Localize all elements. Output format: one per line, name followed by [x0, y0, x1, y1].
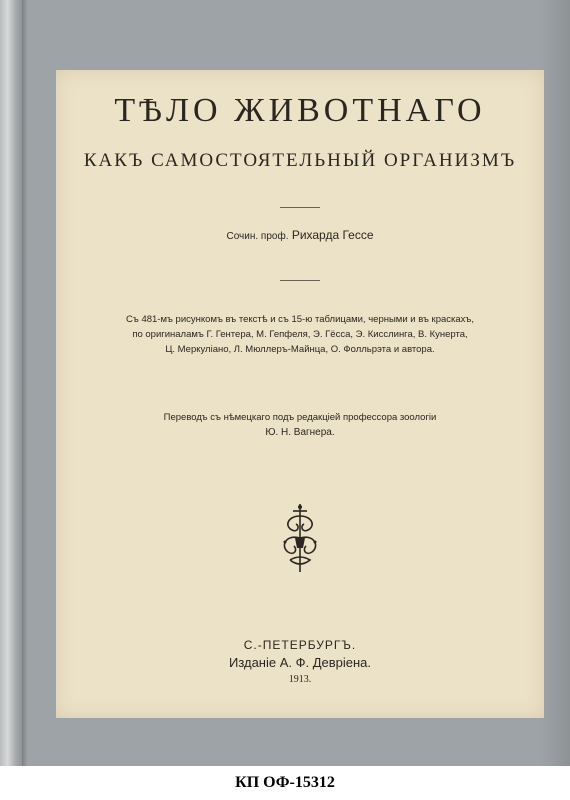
description-line: Ц. Меркуліано, Л. Мюллеръ-Майнца, О. Фолльрэта и автора.: [165, 344, 435, 355]
author-name: Рихарда Гессе: [291, 228, 374, 242]
cover-edge: [540, 0, 570, 766]
divider-rule: [280, 280, 320, 281]
divider-rule: [280, 207, 320, 208]
publication-city: С.-ПЕТЕРБУРГЪ.: [243, 638, 357, 652]
book-subtitle: КАКЪ САМОСТОЯТЕЛЬНЫЙ ОРГАНИЗМЪ: [83, 150, 517, 171]
translation-credit: [56, 410, 544, 440]
publisher-emblem-icon: [276, 502, 324, 574]
description-line: по оригиналамъ Г. Гентера, М. Гепфеля, Э. Гёсса, Э. Кисслинга, В. Кунерта,: [132, 329, 468, 340]
author-prefix: Сочин. проф.: [226, 231, 289, 242]
inventory-label: КП ОФ-15312: [235, 774, 335, 791]
publication-year: 1913.: [288, 674, 312, 685]
book-spine: [0, 0, 22, 766]
editor-name: Ю. Н. Вагнера.: [265, 427, 335, 438]
publisher-name: Изданіе А. Ф. Девріена.: [228, 655, 372, 670]
spine-shadow: [22, 0, 28, 766]
translation-line: Переводъ съ нѣмецкаго подъ редакціей профессора зоологіи: [163, 412, 437, 423]
title-page: [56, 70, 544, 718]
book-title: ТѢЛО ЖИВОТНАГО: [114, 92, 486, 129]
author-line: [56, 228, 544, 242]
illustrations-description: [56, 312, 544, 357]
description-line: Съ 481-мъ рисункомъ въ текстѣ и съ 15-ю таблицами, черными и въ краскахъ,: [126, 314, 474, 325]
